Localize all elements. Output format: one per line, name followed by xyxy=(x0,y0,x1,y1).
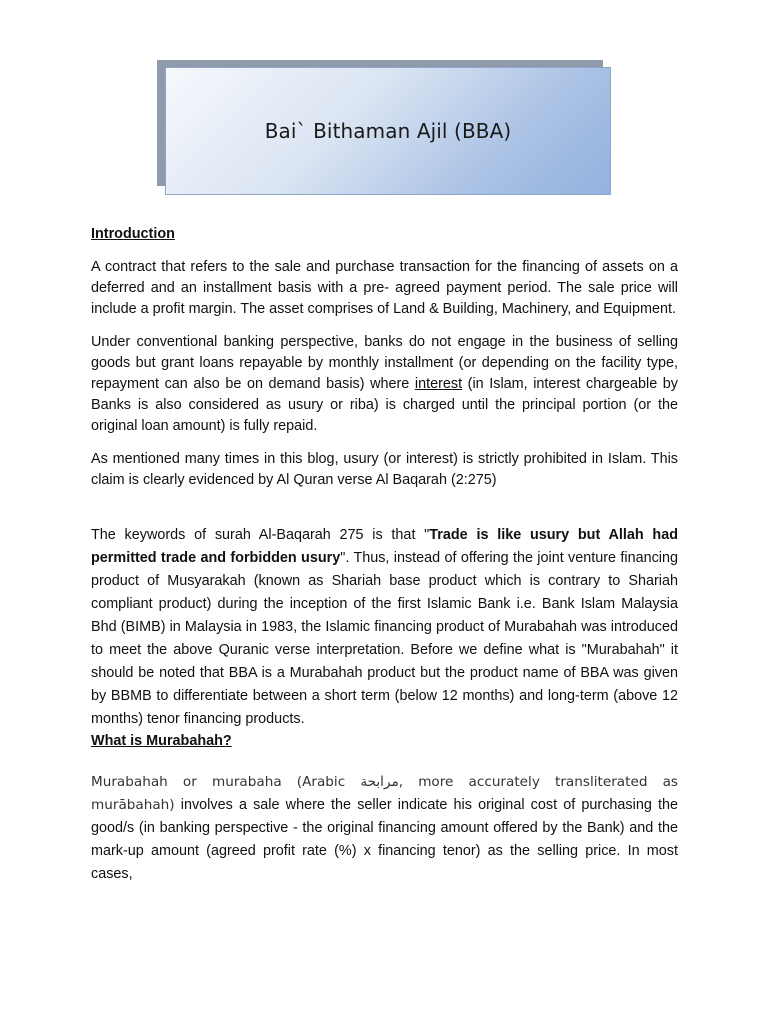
document-title: Bai` Bithaman Ajil (BBA) xyxy=(264,119,512,143)
document-body xyxy=(91,224,678,886)
text-segment: Under conventional banking perspective, banks do not engage in the business of selling goods but grant loans repayable by monthly installment (or depending on the facility type, repayment can also be on demand basis) where xyxy=(91,334,678,392)
paragraph-murabahah-definition xyxy=(91,771,678,886)
paragraph-contract-definition: A contract that refers to the sale and purchase transaction for the financing of assets on a deferred and an installment basis with a pre- agreed payment period. The sale price will include a profit margin. The asset comprises of Land & Building, Machinery, and Equipment. xyxy=(91,259,678,317)
introduction-heading: Introduction xyxy=(91,226,175,242)
paragraph-conventional-banking xyxy=(91,332,678,437)
text-segment: Murabahah or murabaha (Arabic مرابحة, more accurately transliterated as murābahah) xyxy=(91,774,678,813)
text-segment: ". Thus, instead of offering the joint venture financing product of Musyarakah (known as Shariah base product which is contrary to Shariah compliant product) during the inception of the first Islamic Bank i.e. Bank Islam Malaysia Bhd (BIMB) in Malaysia in 1983, the Islamic financing product of Murabahah was introduced to meet the above Quranic verse interpretation. Before we define what is "Murabahah" it should be noted that BBA is a Murabahah product but the product name of BBA was given by BBMB to differentiate between a short term (below 12 months) and long-term (above 12 months) tenor financing products. xyxy=(91,550,678,727)
text-segment: (in Islam, interest chargeable by Banks is also considered as usury or riba) is charged until the principal portion (or the original loan amount) is fully repaid. xyxy=(91,376,678,434)
title-box xyxy=(165,67,611,195)
murabahah-heading: What is Murabahah? xyxy=(91,733,232,749)
text-segment: The keywords of surah Al-Baqarah 275 is that " xyxy=(91,527,430,543)
interest-link[interactable]: interest xyxy=(414,376,463,392)
paragraph-keywords-surah xyxy=(91,524,678,731)
bold-quote: Trade is like usury but Allah had permitted trade and forbidden usury xyxy=(91,527,678,566)
text-segment: involves a sale where the seller indicate his original cost of purchasing the good/s (in banking perspective - the original financing amount offered by the Bank) and the mark-up amount (agreed profit rate (%) x financing tenor) as the selling price. In most cases, xyxy=(91,797,678,882)
paragraph-usury-prohibited: As mentioned many times in this blog, usury (or interest) is strictly prohibited in Islam. This claim is clearly evidenced by Al Quran verse Al Baqarah (2:275) xyxy=(91,451,678,488)
